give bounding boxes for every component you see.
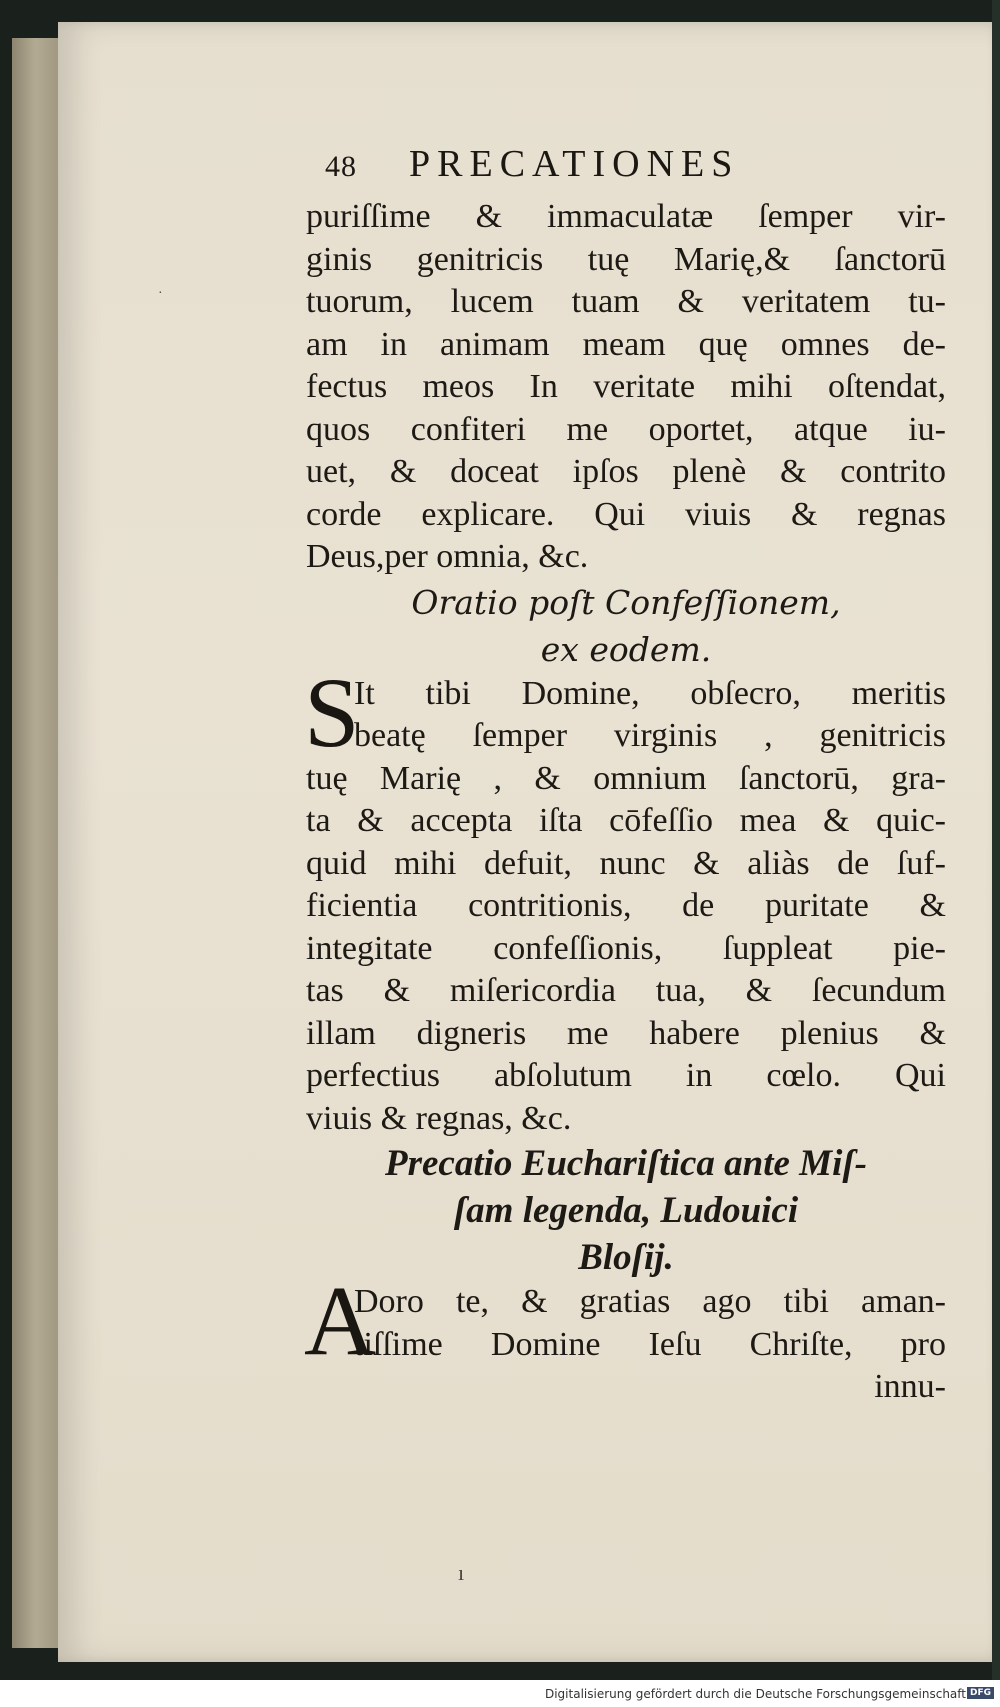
page-text xyxy=(306,196,946,1409)
catchword: innu- xyxy=(874,1368,946,1405)
text-line: puriſſime & immaculatæ ſemper vir- xyxy=(306,198,946,235)
text-line: beatę ſemper virginis , genitricis xyxy=(354,717,946,754)
text-line: ginis genitricis tuę Marię,& ſanctorū xyxy=(306,240,946,278)
paragraph xyxy=(304,656,946,1141)
paragraph xyxy=(304,1265,946,1409)
footer-credit: Digitalisierung gefördert durch die Deutsche Forschungsgemeinschaft xyxy=(544,1686,966,1701)
running-head xyxy=(325,142,945,192)
text-line: perfectius abſolutum in cœlo. Qui xyxy=(306,1057,946,1094)
running-title: PRECATIONES xyxy=(409,143,740,185)
text-line: tuę Marię , & omnium ſanctorū, gra- xyxy=(306,759,946,797)
text-line: tas & miſericordia tua, & ſecundum xyxy=(306,972,946,1009)
text-line: ta & accepta iſta cōfeſſio mea & quic- xyxy=(306,802,946,839)
section-heading: Oratio poſt Confeſſionem, xyxy=(411,582,841,622)
text-line: illam digneris me habere plenius & xyxy=(306,1014,946,1052)
text-line: tuorum, lucem tuam & veritatem tu- xyxy=(306,283,946,320)
text-line: viuis & regnas, &c. xyxy=(306,1099,572,1137)
text-line: integitate confeſſionis, ſuppleat pie- xyxy=(306,929,946,967)
drop-cap: S xyxy=(304,656,360,768)
text-line: quid mihi defuit, nunc & aliàs de ſuf- xyxy=(306,844,946,882)
text-line: uet, & doceat ipſos plenè & contrito xyxy=(306,453,946,490)
text-line: It tibi Domine, obſecro, meritis xyxy=(354,674,946,712)
digitization-footer xyxy=(0,1680,1000,1707)
page-speck: ı xyxy=(458,1560,465,1585)
text-line: fectus meos In veritate mihi oſtendat, xyxy=(306,368,946,405)
section-heading: ſam legenda, Ludouici xyxy=(453,1190,799,1231)
text-line: quos confiteri me oportet, atque iu- xyxy=(306,410,946,448)
text-line: tiſſime Domine Ieſu Chriſte, pro xyxy=(354,1325,946,1363)
text-line: Deus,per omnia, &c. xyxy=(306,538,589,575)
drop-cap: A xyxy=(304,1265,377,1376)
section-heading: ex eodem. xyxy=(540,629,712,669)
text-line: ficientia contritionis, de puritate & xyxy=(306,887,946,924)
book-spine xyxy=(992,0,1000,1680)
text-line: Doro te, & gratias ago tibi aman- xyxy=(354,1283,946,1320)
text-line: corde explicare. Qui viuis & regnas xyxy=(306,495,946,533)
text-line: am in animam meam quę omnes de- xyxy=(306,325,946,363)
dfg-logo: DFG xyxy=(967,1687,994,1699)
page-number: 48 xyxy=(325,150,357,183)
section-heading: Bloſij. xyxy=(578,1237,674,1278)
page-speck: · xyxy=(158,286,163,301)
section-heading: Precatio Euchariſtica ante Miſ- xyxy=(385,1143,867,1184)
